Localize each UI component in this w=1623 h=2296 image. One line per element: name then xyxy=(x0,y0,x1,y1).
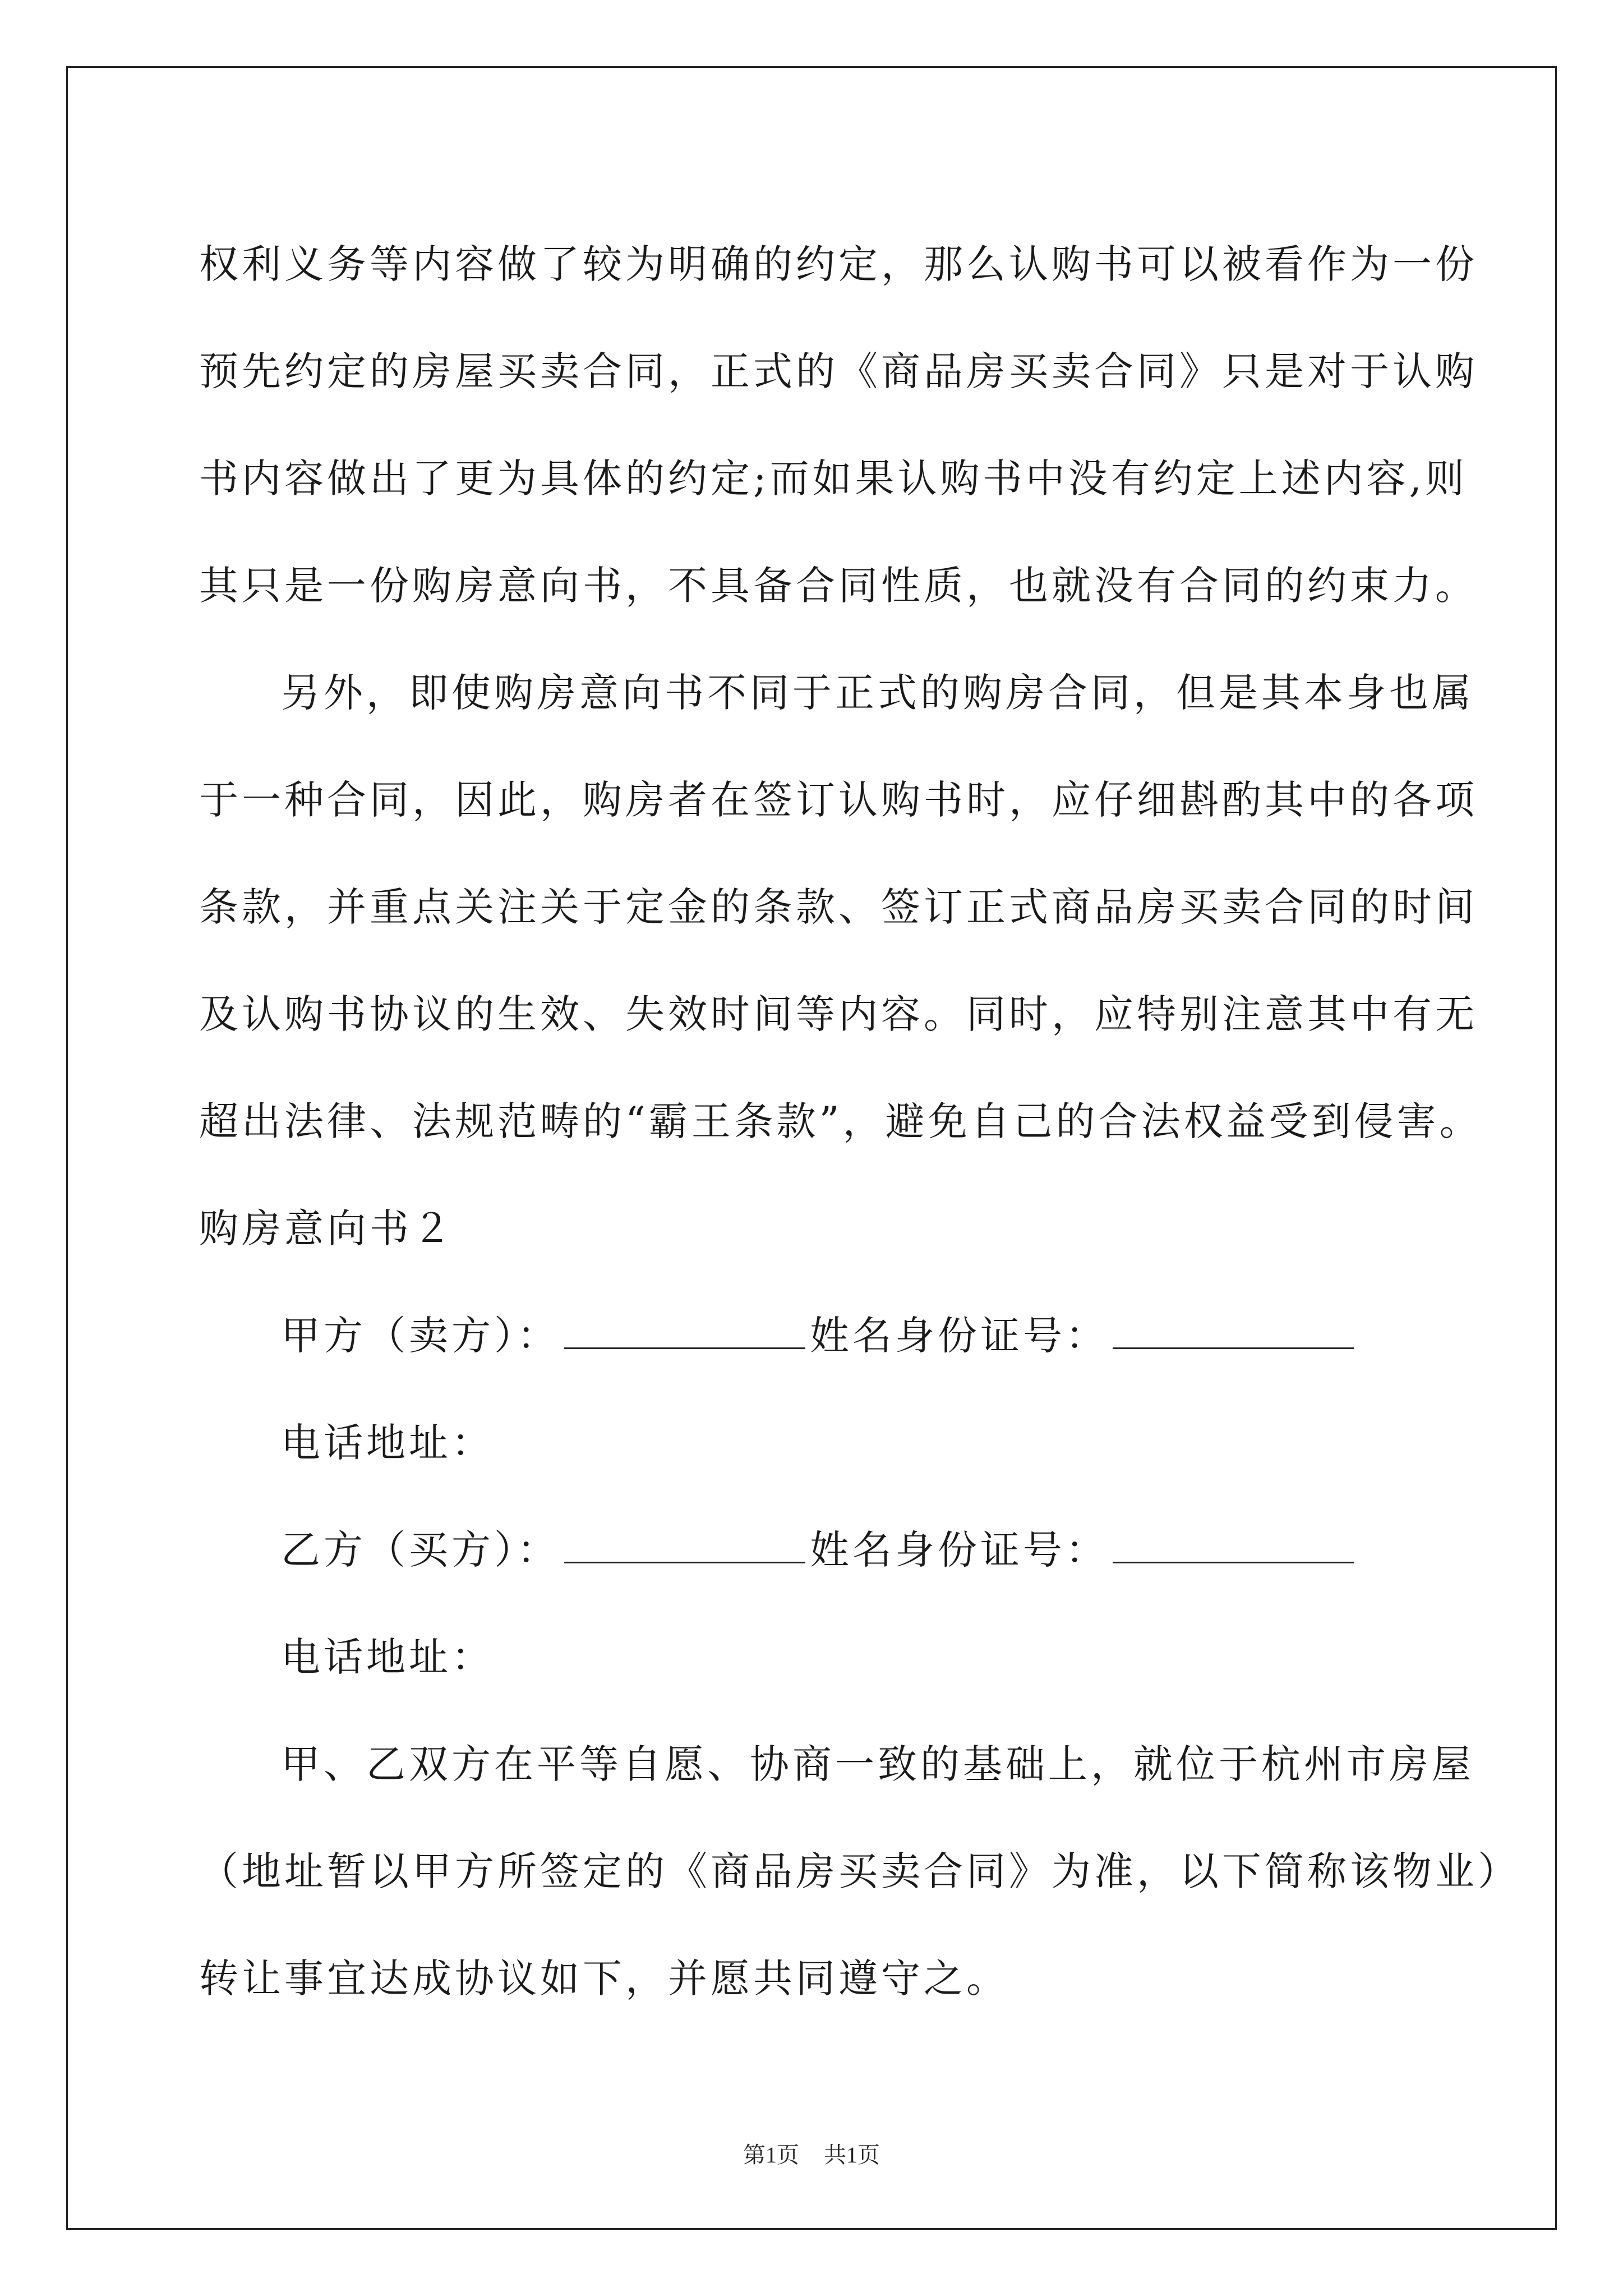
document-body xyxy=(199,211,1520,2032)
party-a-id-blank xyxy=(1113,1314,1354,1349)
paragraph-line: 转让事宜达成协议如下，并愿共同遵守之。 xyxy=(199,1955,1009,2001)
party-b-id-label: 姓名身份证号： xyxy=(810,1527,1108,1573)
paragraph-line: 条款，并重点关注关于定金的条款、签订正式商品房买卖合同的时间 xyxy=(199,884,1478,930)
party-b-label: 乙方（买方）： xyxy=(281,1527,560,1573)
party-b-id-blank xyxy=(1113,1528,1354,1563)
party-a-label: 甲方（卖方）： xyxy=(281,1313,560,1359)
party-a-row xyxy=(199,1282,1433,1389)
paragraph-line: 其只是一份购房意向书，不具备合同性质，也就没有合同的约束力。 xyxy=(199,563,1478,609)
party-a-id-label: 姓名身份证号： xyxy=(810,1313,1108,1359)
party-a-name-blank xyxy=(564,1314,805,1349)
party-b-row xyxy=(199,1497,1433,1604)
paragraph-line: 权利义务等内容做了较为明确的约定，那么认购书可以被看作为一份 xyxy=(199,241,1478,287)
paragraph-line: 于一种合同，因此，购房者在签订认购书时，应仔细斟酌其中的各项 xyxy=(199,777,1478,823)
paragraph-line: 及认购书协议的生效、失效时间等内容。同时，应特别注意其中有无 xyxy=(199,991,1478,1037)
paragraph-line: 甲、乙双方在平等自愿、协商一致的基础上，就位于杭州市房屋 xyxy=(281,1741,1474,1787)
party-a-contact: 电话地址： xyxy=(281,1420,494,1466)
section-heading: 购房意向书２ xyxy=(199,1205,455,1251)
paragraph-line: 预先约定的房屋买卖合同，正式的《商品房买卖合同》只是对于认购 xyxy=(199,348,1478,394)
party-b-contact: 电话地址： xyxy=(281,1634,494,1680)
page-number: 第1页 xyxy=(743,2142,799,2168)
paragraph-line: 超出法律、法规范畴的“霸王条款”，避免自己的合法权益受到侵害。 xyxy=(199,1098,1482,1144)
paragraph-line: 另外，即使购房意向书不同于正式的购房合同，但是其本身也属 xyxy=(281,670,1474,716)
paragraph-line: 书内容做出了更为具体的约定;而如果认购书中没有约定上述内容,则 xyxy=(199,455,1468,501)
page-footer xyxy=(0,2137,1623,2169)
paragraph-line: （地址暂以甲方所签定的《商品房买卖合同》为准，以下简称该物业） xyxy=(199,1848,1520,1894)
party-b-name-blank xyxy=(564,1528,805,1563)
page-total: 共1页 xyxy=(824,2142,880,2168)
